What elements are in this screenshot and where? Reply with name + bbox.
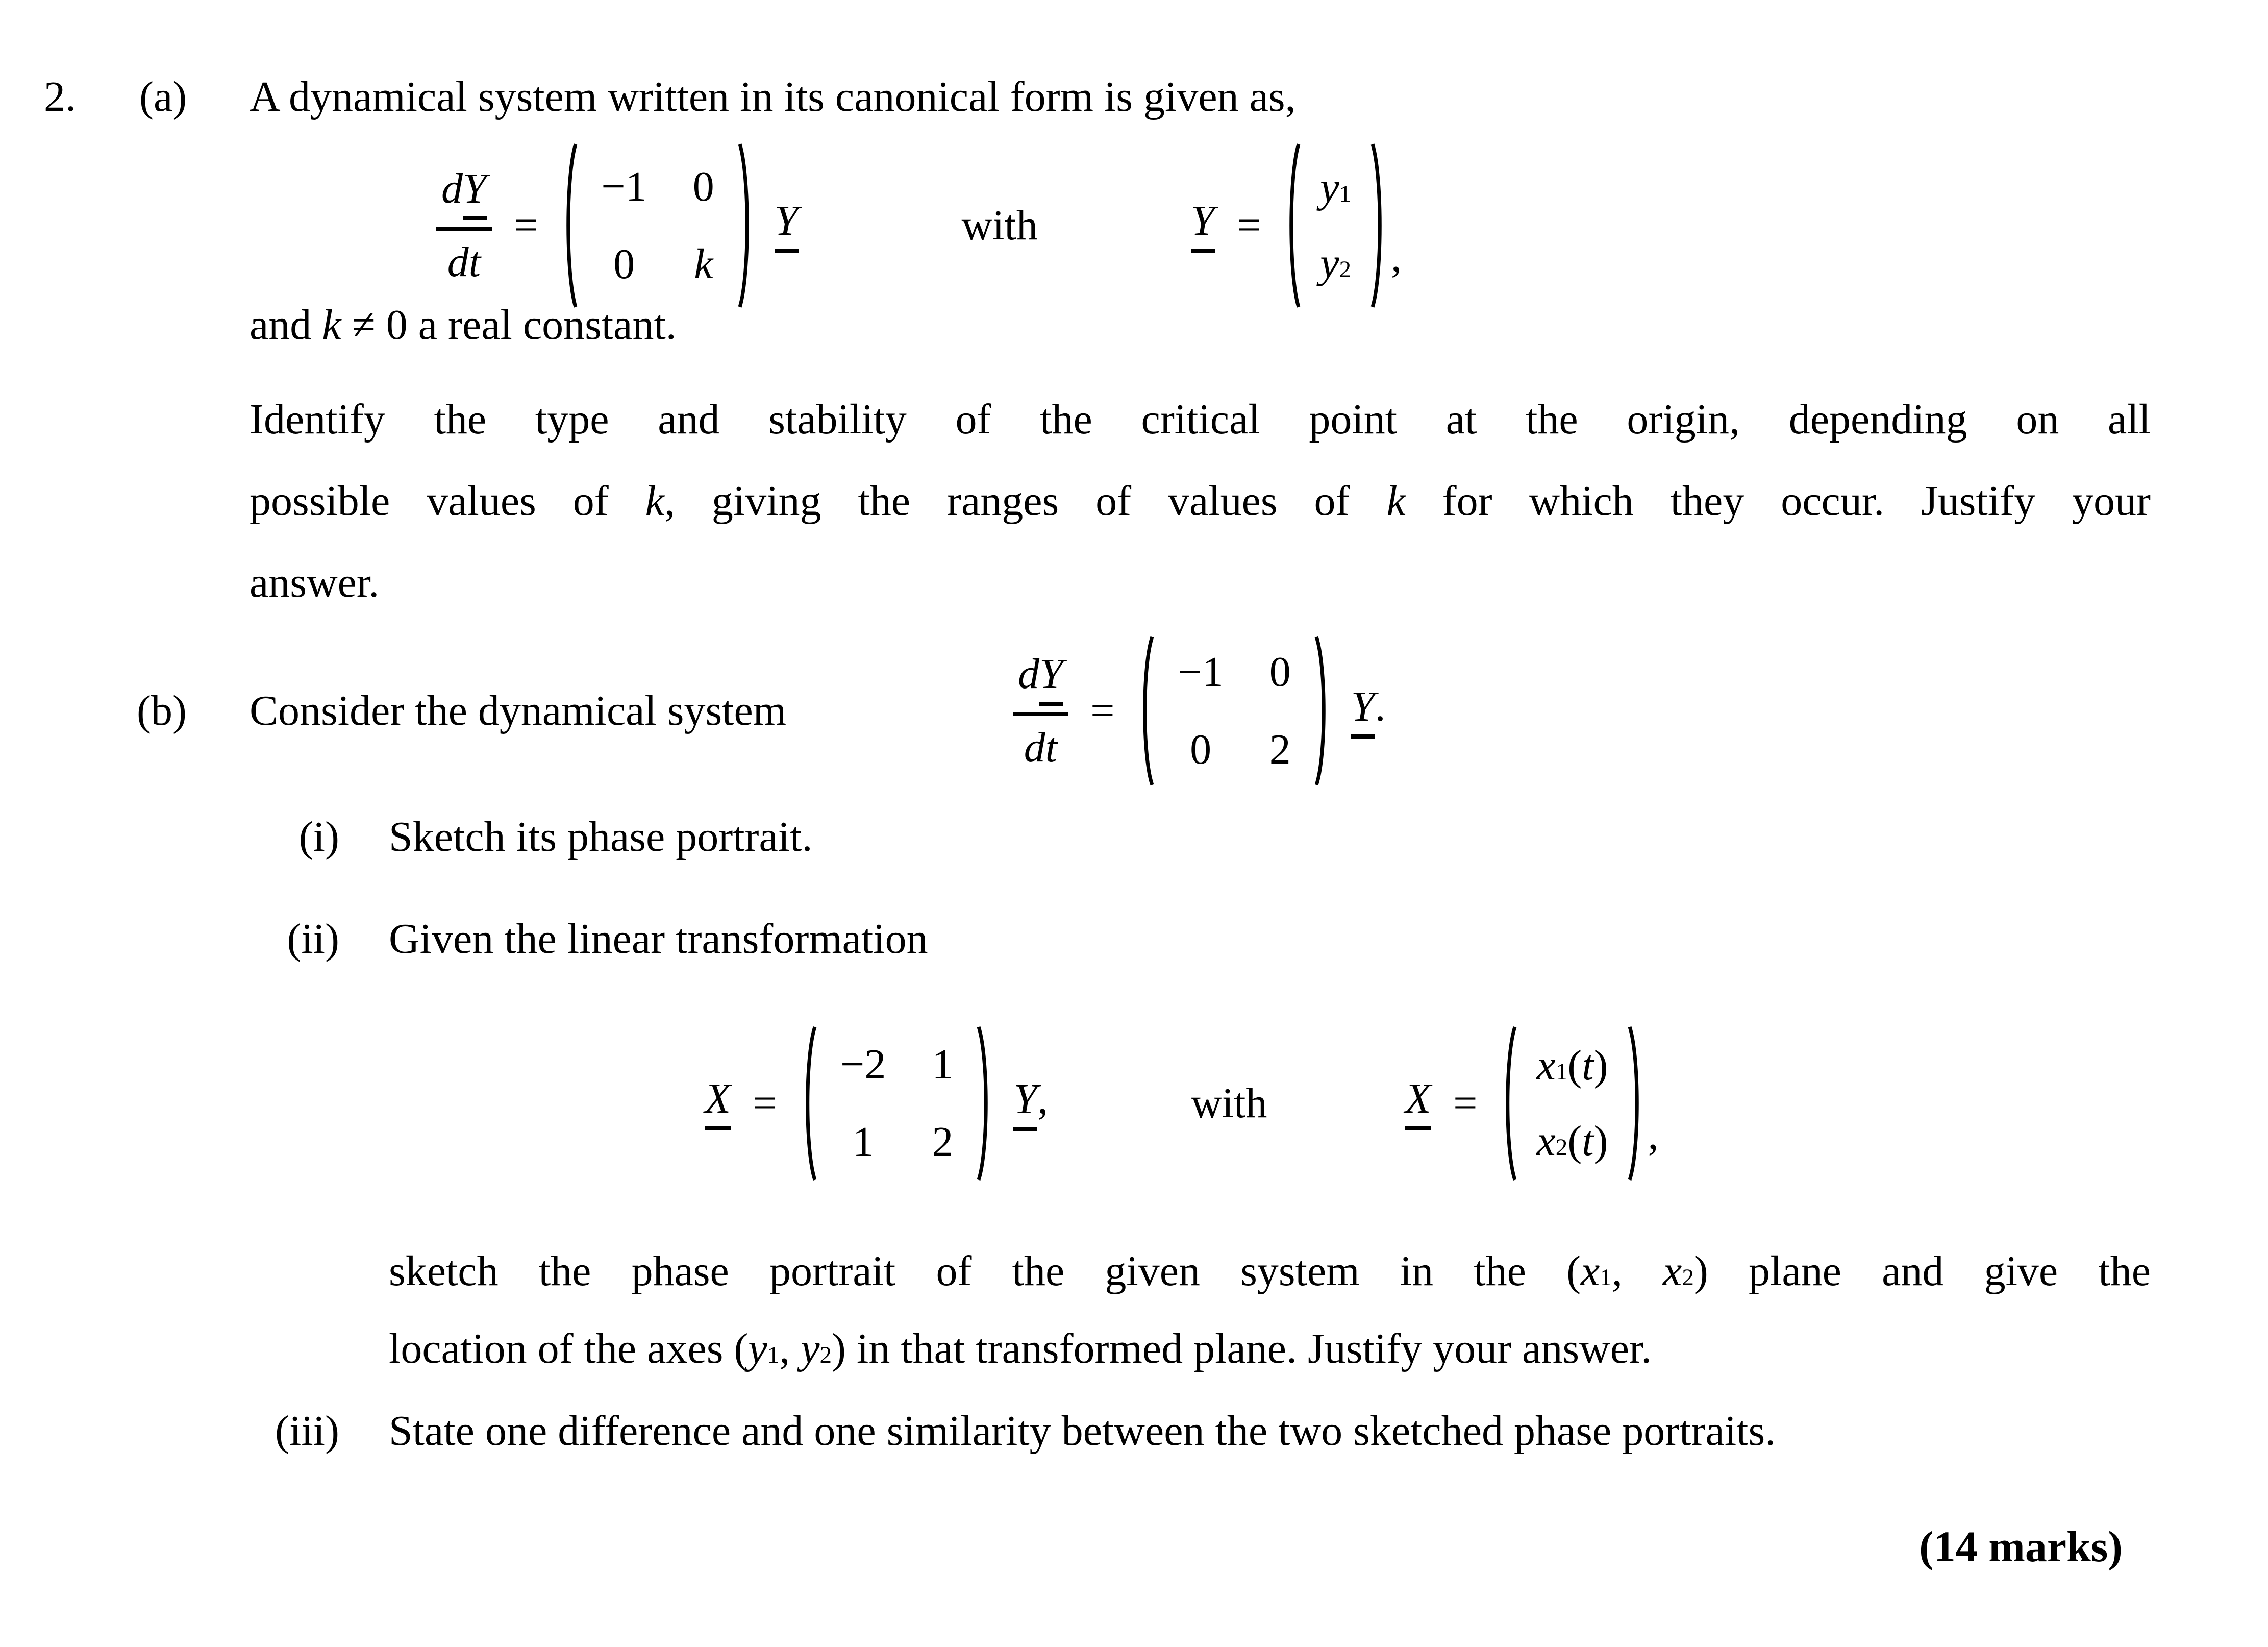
marks-total: (14 marks) [1919,1522,2123,1571]
paragraph-line: answer. [250,559,380,606]
period: . [1375,682,1386,730]
item-ii-label: (ii) [287,915,339,963]
comma: , [1037,1075,1049,1123]
matrix-entry: 0 [1190,726,1212,773]
with-connector: with [961,201,1038,249]
coefficient-matrix [1138,634,1330,788]
dY-dt-fraction [436,164,492,287]
equation-linear-transformation [705,1022,1659,1185]
matrix-entries [579,163,736,288]
item-iii-text: State one difference and one similarity between the two sketched phase portraits. [389,1407,1776,1455]
left-paren-icon [1138,634,1155,788]
fraction-bar [436,227,492,231]
paragraph-line: possible values of k, giving the ranges of values of k for which they occur. Justify your [250,477,2151,525]
paragraph-line: Identify the type and stability of the critical point at the origin, depending on all [250,396,2151,443]
trailing-comma: , [1648,1111,1659,1159]
Y-underlined: Y [1191,199,1215,253]
X-underlined: X [1405,1076,1431,1130]
paragraph-line: sketch the phase portrait of the given system in the ($x_1$, $x_2$) plane and give the [389,1247,2151,1295]
right-paren-icon [737,141,754,310]
part-a-intro: A dynamical system written in its canonical form is given as, [250,73,1296,120]
vector-entries [1302,164,1369,287]
fraction-numerator [436,164,492,227]
Y-underlined: Y [775,199,799,253]
matrix-entries [1155,649,1313,774]
d-symbol: d [441,164,463,212]
Y-with-period [1351,683,1386,739]
fraction-bar [1013,712,1068,716]
right-paren-icon [1369,141,1387,310]
matrix-entry-k: k [694,240,713,288]
equals-sign: = [1087,686,1117,734]
item-i-label: (i) [298,813,339,861]
question-heading-row [44,70,1296,124]
paragraph-line: location of the axes ($y_1$, $y_2$) in that transformed plane. Justify your answer. [389,1325,1652,1372]
equals-sign: = [750,1079,779,1127]
matrix-entry: 1 [932,1040,954,1088]
Y-underlined: Y [1013,1077,1037,1131]
fraction-numerator [1013,650,1068,712]
right-paren-icon [976,1024,993,1183]
equals-sign: = [1450,1079,1480,1127]
matrix-entry: 2 [1269,726,1291,773]
matrix-entry: −1 [601,162,647,210]
item-ii-text: Given the linear transformation [389,915,928,963]
sketch-paragraph [389,1233,2151,1388]
vector-entry-x1t: $x_1(t)$ [1536,1041,1608,1089]
item-iii-label: (iii) [275,1407,339,1455]
item-i-text: Sketch its phase portrait. [389,813,813,861]
left-paren-icon [801,1024,818,1183]
equation-canonical-form [436,139,1402,312]
d-symbol: d [1018,650,1039,698]
matrix-entry: 1 [852,1118,874,1166]
matrix-entry: −1 [1178,648,1224,696]
right-paren-icon [1627,1024,1644,1183]
equation-part-b [1013,634,1386,788]
vector-entry-y2: $y_2$ [1320,239,1352,287]
left-paren-icon [1284,141,1302,310]
vector-entry-x2t: $x_2(t)$ [1536,1117,1608,1165]
vector-entries [1518,1042,1626,1165]
part-b-label: (b) [137,687,187,734]
part-b-intro: Consider the dynamical system [250,687,787,734]
with-connector: with [1191,1079,1267,1127]
X-column-vector [1501,1024,1643,1183]
part-b-row [137,632,1386,790]
right-paren-icon [1313,634,1331,788]
left-paren-icon [1501,1024,1518,1183]
equals-sign: = [1234,201,1263,249]
Y-underlined: Y [463,166,487,220]
vector-entry-y1: $y_1$ [1320,163,1352,211]
matrix-entry: 0 [692,162,714,210]
transformation-matrix [801,1024,993,1183]
trailing-comma: , [1391,233,1402,281]
matrix-entry: 0 [1269,648,1291,696]
matrix-entries [818,1041,976,1166]
coefficient-matrix [561,141,754,310]
equals-sign: = [511,201,540,249]
fraction-denominator: dt [1024,723,1058,771]
part-a-label: (a) [139,73,187,120]
matrix-entry: 2 [932,1118,954,1166]
Y-with-comma [1013,1076,1048,1131]
dY-dt-fraction [1013,650,1068,773]
matrix-entry: 0 [613,240,635,288]
matrix-entry: −2 [840,1040,886,1088]
left-paren-icon [561,141,579,310]
identify-paragraph [250,379,2151,624]
Y-underlined: Y [1039,652,1063,706]
constraint-line: and k ≠ 0 a real constant. [250,301,677,349]
Y-underlined: Y [1351,684,1375,739]
X-underlined: X [705,1076,731,1130]
fraction-denominator: dt [447,238,481,286]
Y-column-vector [1284,141,1387,310]
question-number: 2. [44,73,76,120]
